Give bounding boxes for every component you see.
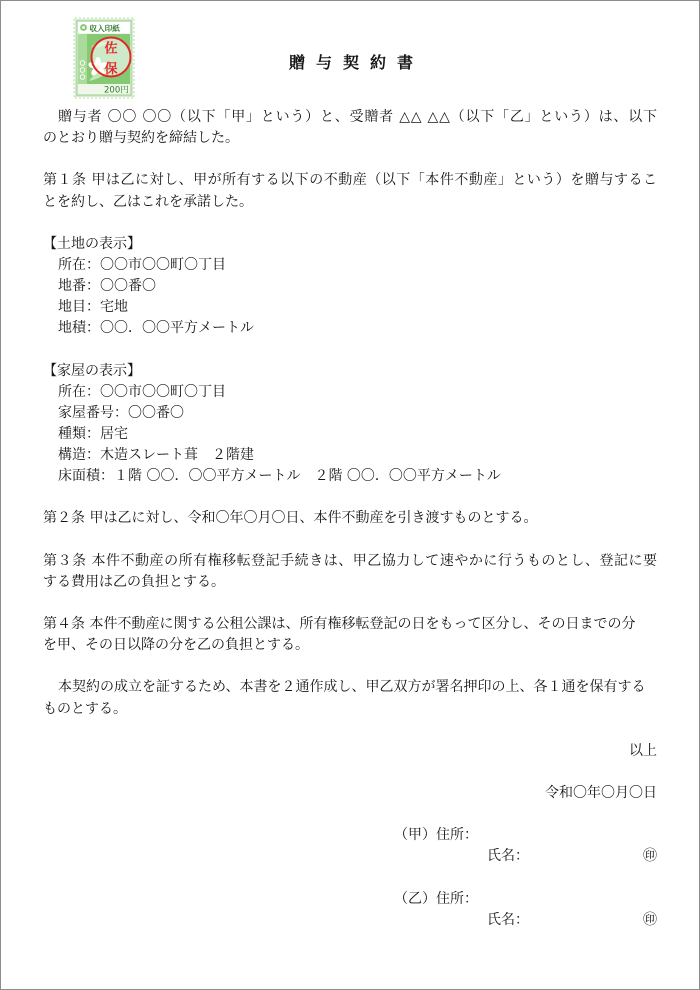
building-item: 所在：〇〇市〇〇町〇丁目 (58, 383, 226, 400)
party-b-signature (43, 889, 657, 931)
party-a-seal-mark: ㊞ (643, 848, 657, 865)
party-a-address-row (43, 825, 657, 846)
article-1 (43, 170, 657, 212)
land-item: 所在：〇〇市〇〇町〇丁目 (58, 256, 226, 273)
closing-statement (43, 677, 657, 719)
party-b-name-label: 氏名： (487, 911, 529, 928)
article-1-line: とを約し、乙はこれを承諾した。 (43, 193, 253, 210)
building-heading: 【家屋の表示】 (43, 362, 141, 379)
building-description (43, 361, 657, 488)
seal-char-bottom: 保 (104, 62, 118, 77)
end-mark-block (43, 741, 657, 762)
end-mark: 以上 (629, 742, 657, 759)
article-2 (43, 508, 657, 529)
article-4-line: を甲、その日以降の分を乙の負担とする。 (43, 637, 309, 654)
article-1-line: 第１条 甲は乙に対し、甲が所有する以下の不動産（以下「本件不動産」という）を贈与するこ (43, 172, 657, 189)
building-item: 構造：木造スレート葺 ２階建 (58, 447, 254, 463)
document-title: 贈与契約書 (288, 53, 424, 72)
building-item: 種類：居宅 (58, 425, 128, 442)
land-description (43, 234, 657, 340)
party-b-address-row (43, 889, 657, 910)
party-a-signature (43, 825, 657, 867)
building-item: 家屋番号：〇〇番〇 (58, 404, 184, 421)
land-item: 地積：〇〇．〇〇平方メートル (58, 320, 254, 337)
preamble-line: 贈与者 〇〇 〇〇（以下「甲」という）と、受贈者 △△ △△（以下「乙」という）は、以下 (58, 109, 657, 125)
closing-line: ものとする。 (43, 700, 127, 717)
party-a-name-row (43, 846, 657, 867)
party-b-address-label: （乙）住所： (394, 890, 478, 907)
stamp-label: 収入印紙 (89, 24, 120, 33)
party-a-address-label: （甲）住所： (394, 827, 478, 844)
article-3 (43, 551, 657, 593)
land-heading: 【土地の表示】 (43, 235, 141, 252)
contract-date: 令和〇年〇月〇日 (545, 785, 657, 801)
stamp-value: 200円 (104, 85, 129, 96)
stamp-emblem-center (82, 26, 85, 29)
article-2-line: 第２条 甲は乙に対し、令和〇年〇月〇日、本件不動産を引き渡すものとする。 (43, 510, 538, 527)
party-b-seal-mark: ㊞ (643, 911, 657, 928)
building-item: 床面積：１階 〇〇．〇〇平方メートル ２階 〇〇．〇〇平方メートル (58, 468, 501, 485)
contract-body (43, 107, 657, 931)
party-a-name-label: 氏名： (487, 848, 529, 865)
land-item: 地目：宅地 (58, 299, 128, 316)
article-4-line: 第４条 本件不動産に関する公租公課は、所有権移転登記の日をもって区分し、その日までの分 (43, 616, 636, 632)
closing-line: 本契約の成立を証するため、本書を２通作成し、甲乙双方が署名押印の上、各１通を保有する (58, 679, 646, 696)
article-4 (43, 614, 657, 656)
party-b-name-row (43, 910, 657, 931)
article-3-line: 第３条 本件不動産の所有権移転登記手続きは、甲乙協力して速やかに行うものとし、登記に要 (43, 552, 657, 569)
article-3-line: する費用は乙の負担とする。 (43, 573, 225, 590)
date-block (43, 783, 657, 804)
preamble-line: のとおり贈与契約を締結した。 (43, 130, 239, 147)
preamble (43, 107, 657, 149)
land-item: 地番：〇〇番〇 (58, 278, 156, 294)
seal-char-top: 佐 (104, 41, 118, 57)
